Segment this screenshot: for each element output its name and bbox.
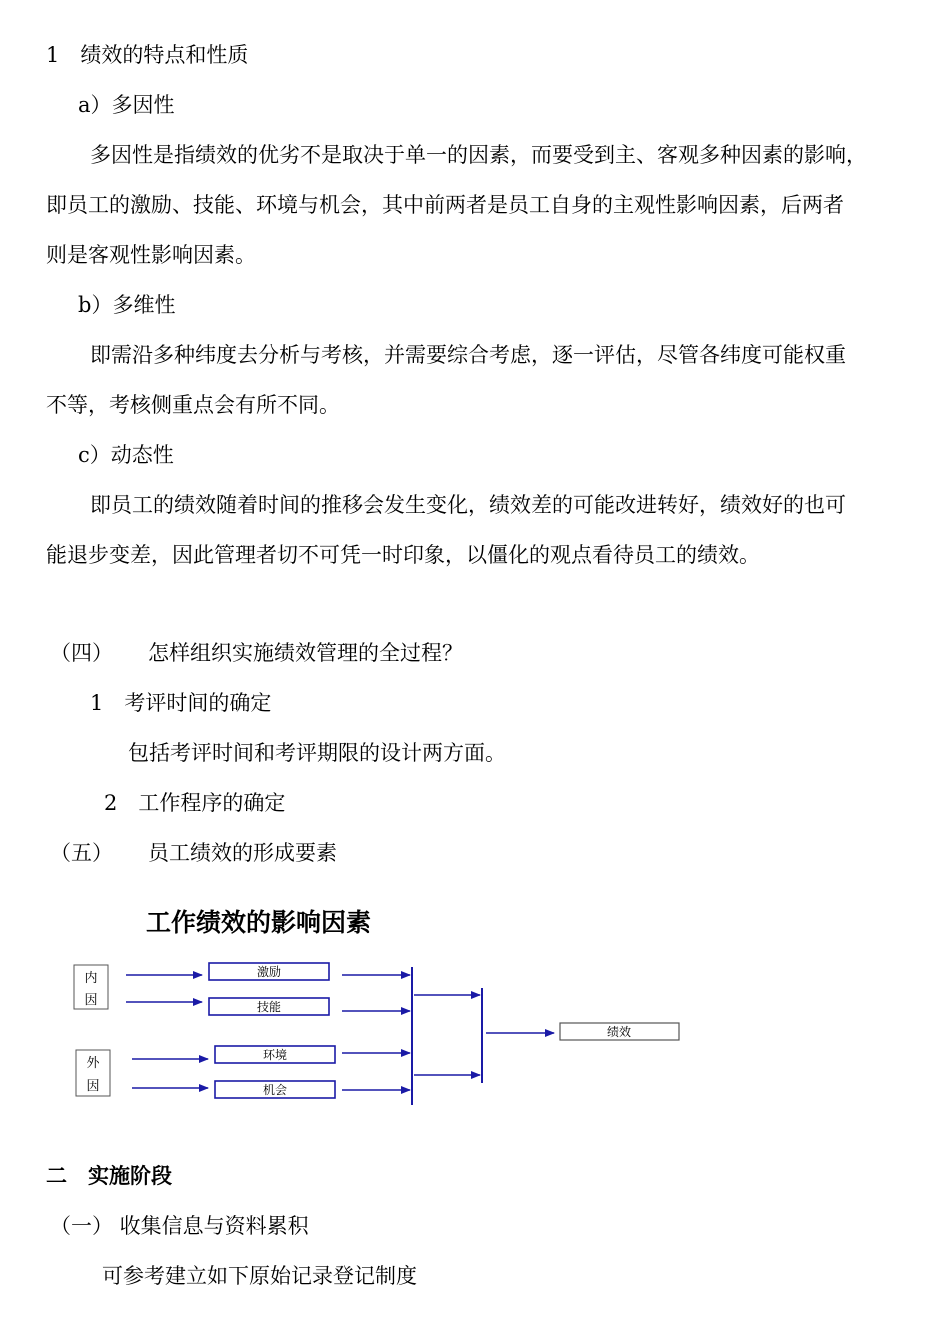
- subsection-body: 可参考建立如下原始记录登记制度: [102, 1264, 417, 1288]
- result-label: 绩效: [606, 1025, 632, 1039]
- subsection-title: （一） 收集信息与资料累积: [50, 1214, 309, 1238]
- section-title: 员工绩效的形成要素: [148, 841, 337, 865]
- factor-label: 技能: [256, 1000, 282, 1014]
- paragraph-line: 则是客观性影响因素。: [46, 243, 256, 267]
- paragraph-line: 能退步变差，因此管理者切不可凭一时印象，以僵化的观点看待员工的绩效。: [46, 543, 760, 567]
- subheading-dynamic: c）动态性: [78, 443, 174, 467]
- subheading-multidimensional: b）多维性: [78, 293, 176, 317]
- paragraph-line: 不等，考核侧重点会有所不同。: [46, 393, 340, 417]
- diagram-title: 工作绩效的影响因素: [146, 908, 372, 937]
- inner-label-char: 内: [84, 971, 98, 986]
- section-title: 怎样组织实施绩效管理的全过程？: [148, 641, 463, 665]
- inner-label-char: 因: [84, 993, 98, 1008]
- factor-label: 激励: [256, 965, 282, 979]
- item-body: 包括考评时间和考评期限的设计两方面。: [128, 741, 506, 765]
- paragraph-line: 多因性是指绩效的优劣不是取决于单一的因素，而要受到主、客观多种因素的影响，: [90, 143, 867, 167]
- paragraph-line: 即员工的绩效随着时间的推移会发生变化，绩效差的可能改进转好，绩效好的也可: [90, 493, 846, 517]
- outer-label-char: 因: [86, 1079, 100, 1094]
- section-heading: 1 绩效的特点和性质: [46, 43, 249, 67]
- section-label: （四）: [50, 641, 113, 665]
- paragraph-line: 即需沿多种纬度去分析与考核，并需要综合考虑，逐一评估，尽管各纬度可能权重: [90, 343, 846, 367]
- outer-label-char: 外: [86, 1056, 100, 1071]
- subheading-multifactor: a）多因性: [78, 93, 175, 117]
- section-label: （五）: [50, 841, 113, 865]
- item-title: 1 考评时间的确定: [90, 691, 272, 715]
- performance-factors-diagram: [60, 895, 700, 1115]
- factor-label: 机会: [262, 1083, 288, 1097]
- factor-label: 环境: [262, 1048, 288, 1062]
- paragraph-line: 即员工的激励、技能、环境与机会，其中前两者是员工自身的主观性影响因素，后两者: [46, 193, 844, 217]
- item-title: 2 工作程序的确定: [104, 791, 286, 815]
- part-heading: 二 实施阶段: [46, 1163, 172, 1188]
